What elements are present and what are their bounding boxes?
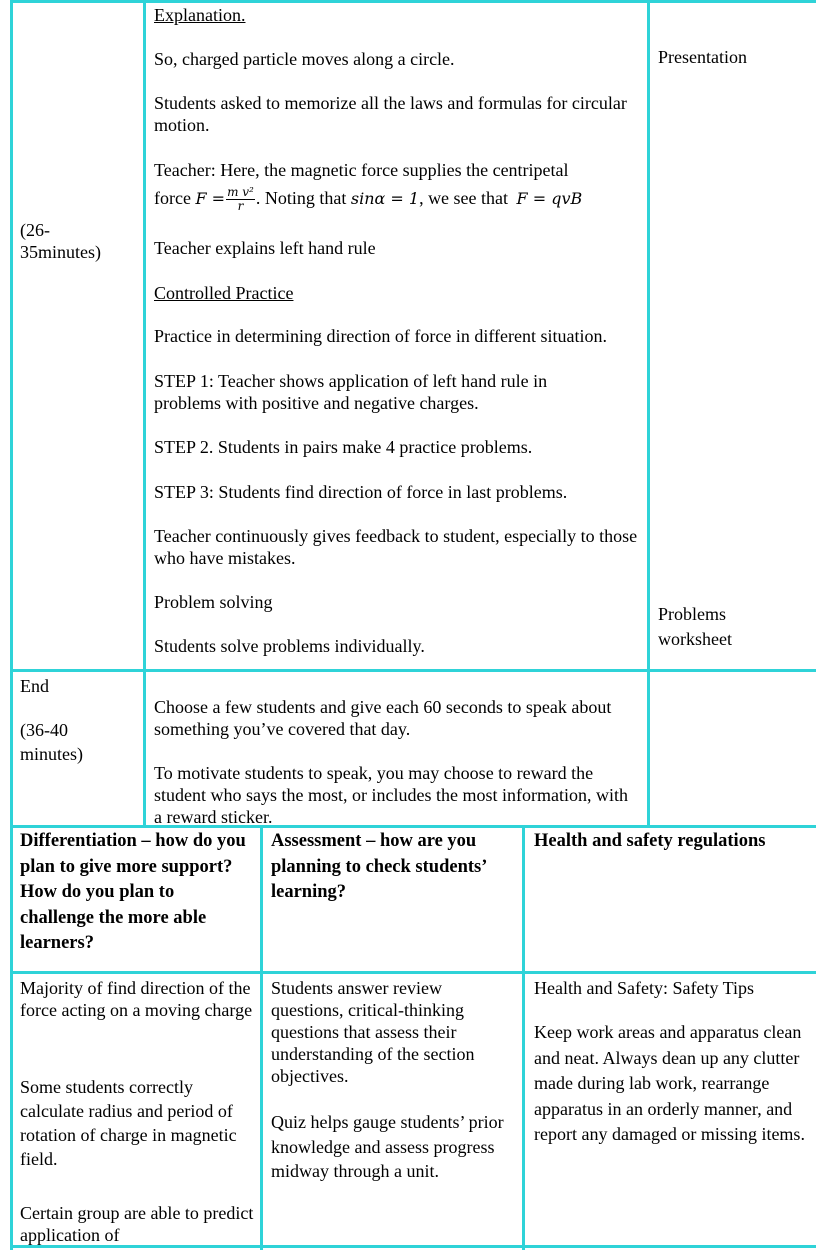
paragraph: To motivate students to speak, you may choose to reward the student who says the most, or includes the most information, with a reward sticker. [154,763,628,827]
border-row-end [10,669,816,672]
border-col-health [522,826,525,1250]
border-row-bottom [10,971,816,974]
explanation-heading: Explanation. [154,5,246,25]
formula-text: , we see that [419,188,509,208]
paragraph: STEP 1: Teacher shows application of left hand rule in problems with positive and negative charges. [154,371,548,413]
differentiation-text: Certain group are able to predict application of [20,1203,254,1245]
paragraph: So, charged particle moves along a circle. [154,49,455,69]
formula-math: F = [195,189,226,208]
paragraph: Teacher: Here, the magnetic force supplies the centripetal [154,160,569,180]
end-label: End [20,676,49,696]
health-text: Keep work areas and apparatus clean and neat. Always dean up any clutter made during lab work, rearrange apparatus in an orderly manner, and report any damaged or missing items. [534,1022,805,1144]
formula-text: . Noting that [255,188,347,208]
fraction-denominator: r [237,199,244,214]
assessment-text: Quiz helps gauge students’ prior knowledge and assess progress midway through a unit. [271,1112,504,1181]
fraction-numerator: m v² [227,185,254,200]
formula-math: sinα = 1 [350,189,420,208]
formula-text: force [154,188,191,208]
paragraph: STEP 3: Students find direction of force in last problems. [154,482,568,502]
controlled-practice-heading: Controlled Practice [154,283,294,303]
border-left [10,0,13,1250]
resource-presentation: Presentation [658,47,747,67]
time-label: (26- 35minutes) [20,220,101,262]
paragraph: Teacher continuously gives feedback to student, especially to those who have mistakes. [154,526,638,568]
paragraph: Students solve problems individually. [154,636,425,656]
paragraph: Problem solving [154,592,273,612]
formula-line [154,178,644,219]
paragraph: Choose a few students and give each 60 seconds to speak about something you’ve covered that day. [154,697,612,739]
border-col1 [143,0,146,826]
differentiation-text: Majority of find direction of the force acting on a moving charge [20,978,253,1020]
health-header: Health and safety regulations [534,831,766,851]
paragraph: Teacher explains left hand rule [154,238,376,258]
paragraph: Students asked to memorize all the laws and formulas for circular motion. [154,93,627,135]
paragraph: Practice in determining direction of force in different situation. [154,326,608,346]
end-time: (36-40 minutes) [20,720,83,764]
differentiation-header: Differentiation – how do you plan to give more support? How do you plan to challenge the more able learners? [20,831,246,953]
differentiation-text: Some students correctly calculate radius and period of rotation of charge in magnetic field. [20,1077,237,1169]
resource-worksheet: Problems worksheet [658,604,732,649]
border-col-assess [260,826,263,1250]
border-col2 [647,0,650,826]
health-text: Health and Safety: Safety Tips [534,978,754,998]
paragraph: STEP 2. Students in pairs make 4 practice problems. [154,437,533,457]
fraction [226,186,255,213]
assessment-header: Assessment – how are you planning to check students’ learning? [271,831,487,902]
border-row-top [10,0,816,3]
formula-math: F = qvB [516,189,583,208]
assessment-text: Students answer review questions, critical-thinking questions that assess their understanding of the section objectives. [271,978,475,1086]
